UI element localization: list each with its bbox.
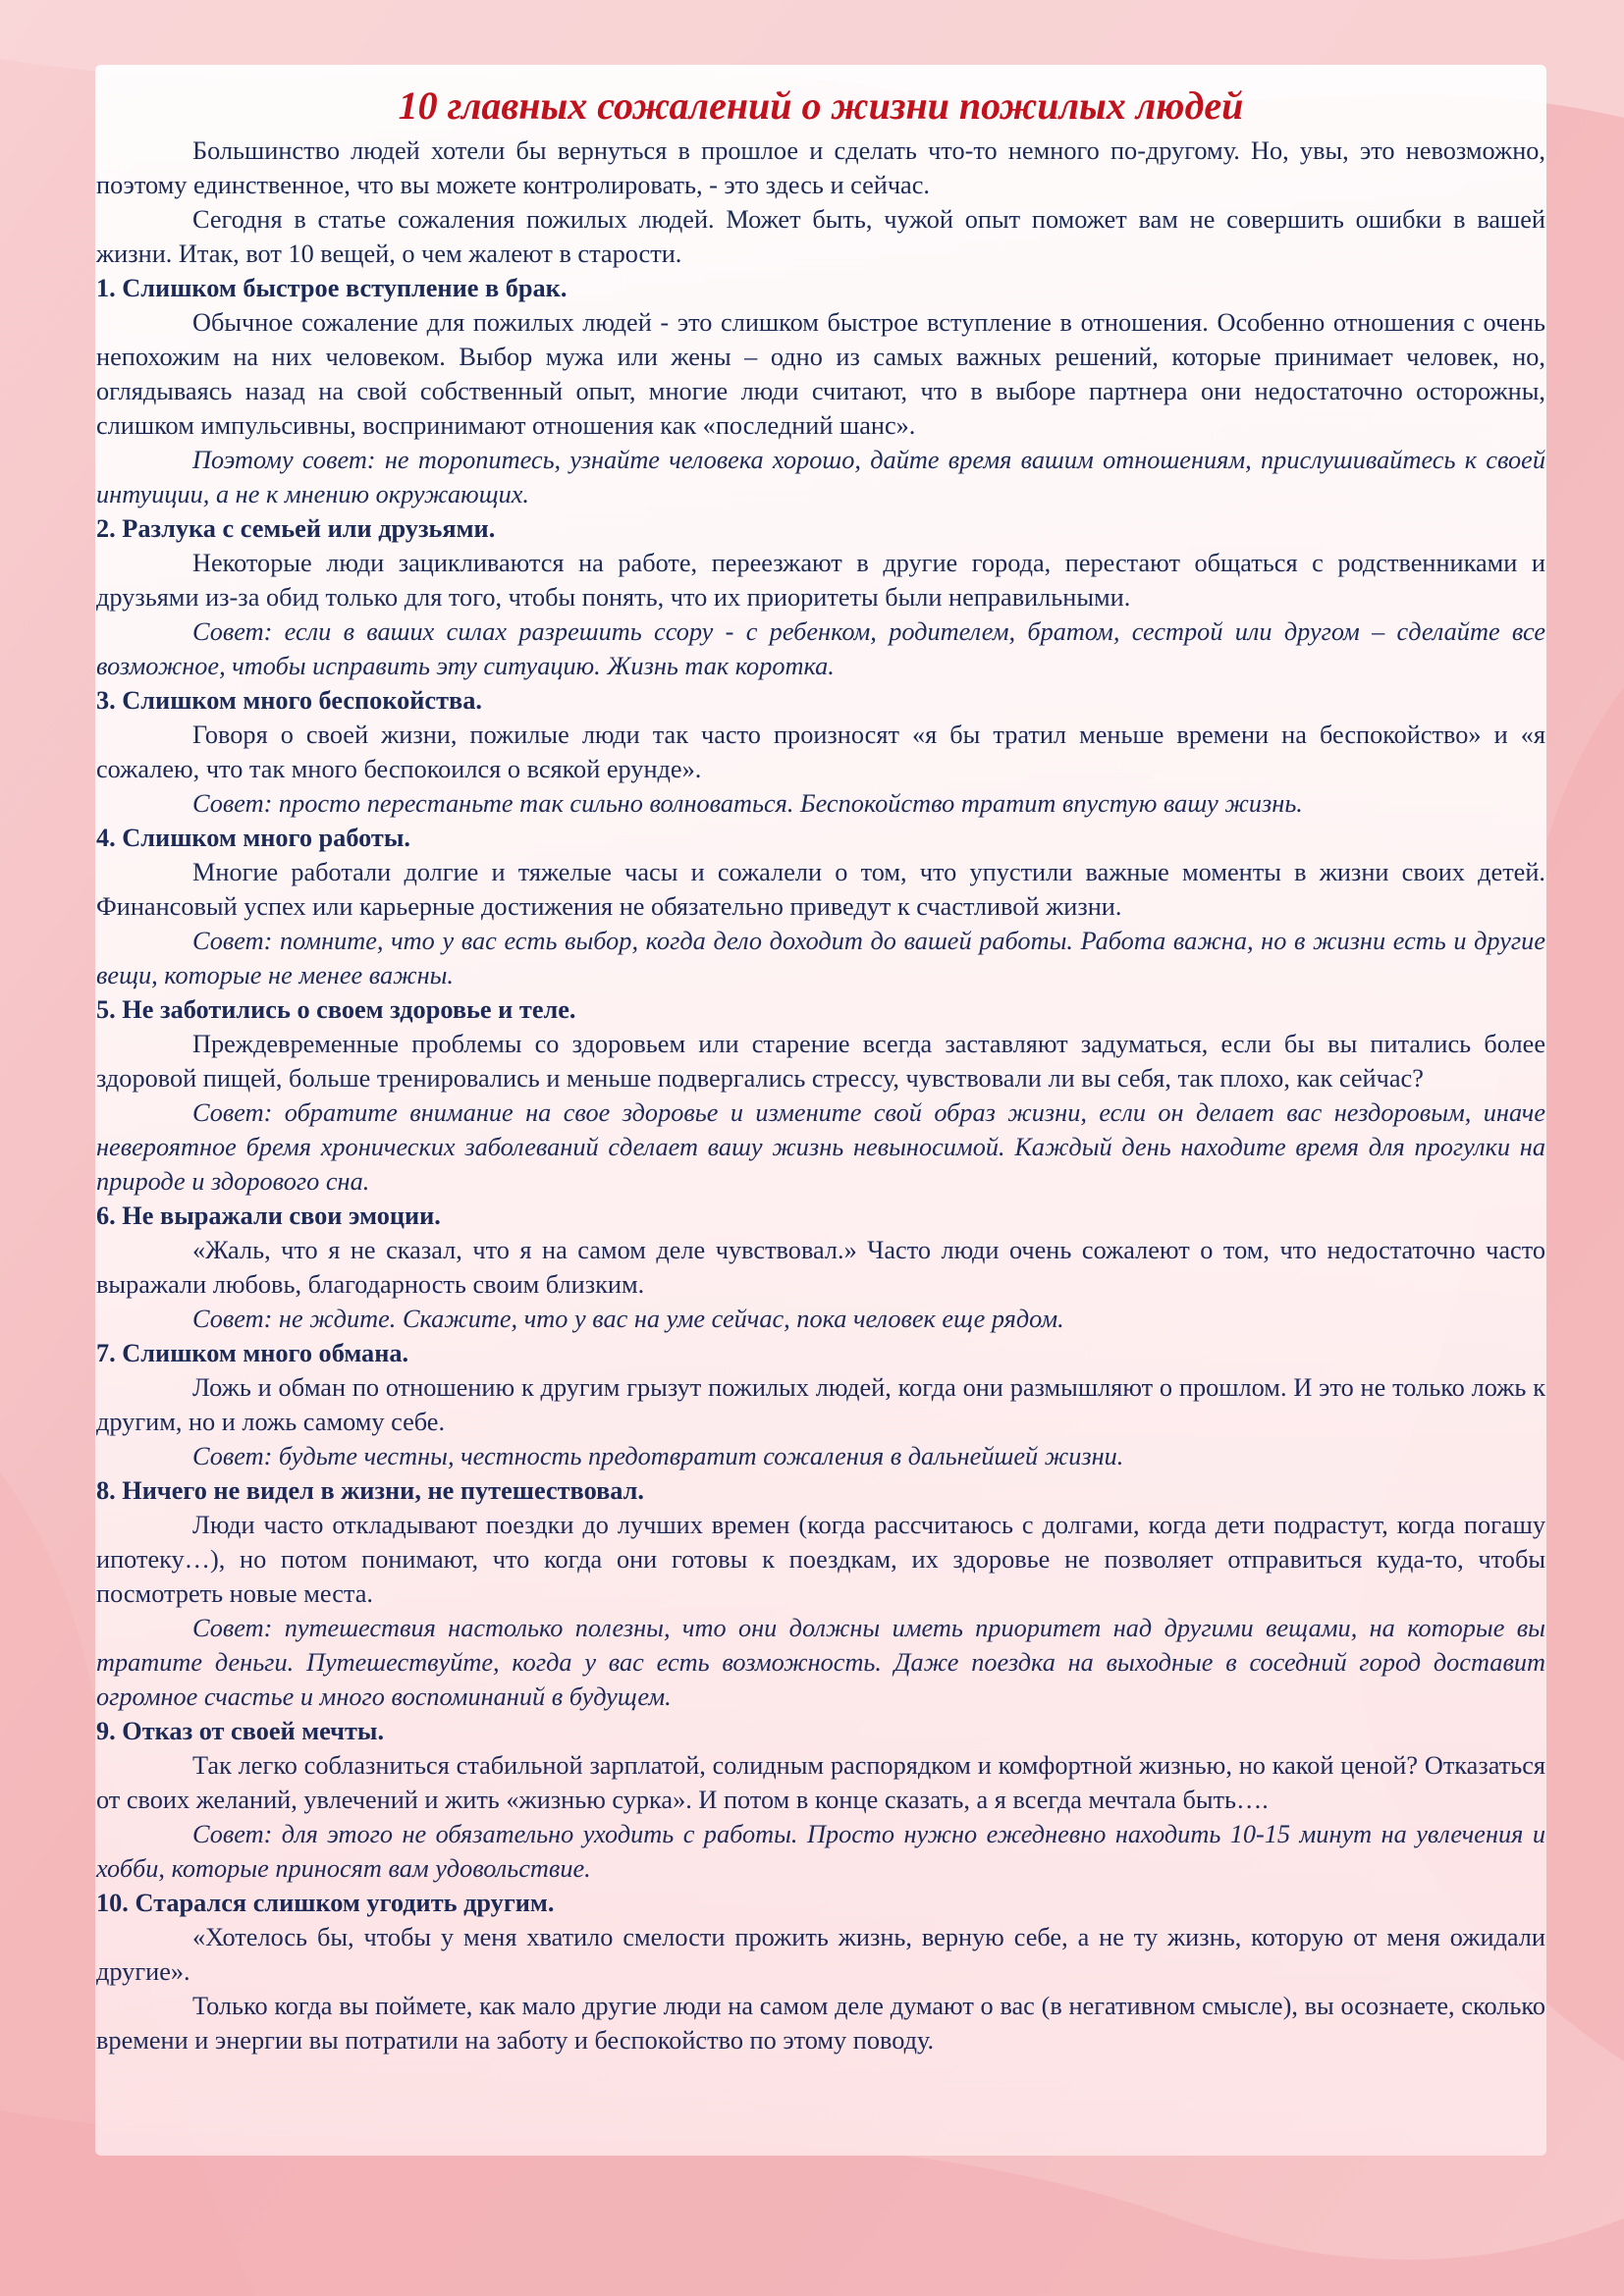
section-paragraph: Преждевременные проблемы со здоровьем или старение всегда заставляют задуматься, если бы вы питались более здоровой пищей, больше тренировались и меньше подвергались стрессу, чувствовали ли вы себя, так плохо, как сейчас?	[96, 1030, 1545, 1093]
intro-paragraph-2: Сегодня в статье сожаления пожилых людей. Может быть, чужой опыт поможет вам не совершить ошибки в вашей жизни. Итак, вот 10 вещей, о чем жалеют в старости.	[96, 205, 1545, 268]
section-advice: Совет: не ждите. Скажите, что у вас на уме сейчас, пока человек еще рядом.	[192, 1305, 1064, 1333]
section-paragraph: Ложь и обман по отношению к другим грызут пожилых людей, когда они размышляют о прошлом. И это не только ложь к другим, но и ложь самому себе.	[96, 1373, 1545, 1436]
section-heading: 1. Слишком быстрое вступление в брак.	[96, 274, 568, 302]
section-heading: 2. Разлука с семьей или друзьями.	[96, 514, 496, 543]
section-advice: Совет: просто перестаньте так сильно волноваться. Беспокойство тратит впустую вашу жизнь.	[192, 789, 1303, 818]
section-paragraph: Некоторые люди зацикливаются на работе, переезжают в другие города, перестают общаться с родственниками и друзьями из-за обид только для того, чтобы понять, что их приоритеты были неправильными.	[96, 549, 1545, 612]
section-paragraph: Многие работали долгие и тяжелые часы и сожалели о том, что упустили важные моменты в жизни своих детей. Финансовый успех или карьерные достижения не обязательно приведут к счастливой жизни.	[96, 858, 1545, 921]
section-paragraph: «Жаль, что я не сказал, что я на самом деле чувствовал.» Часто люди очень сожалеют о том, что недостаточно часто выражали любовь, благодарность своим близким.	[96, 1236, 1545, 1299]
section-heading: 8. Ничего не видел в жизни, не путешествовал.	[96, 1476, 644, 1505]
section-4	[96, 821, 1545, 992]
section-advice: Совет: будьте честны, честность предотвратит сожаления в дальнейшей жизни.	[192, 1442, 1124, 1470]
article	[96, 79, 1545, 2057]
section-8	[96, 1473, 1545, 1714]
section-heading: 6. Не выражали свои эмоции.	[96, 1201, 441, 1230]
section-paragraph: Так легко соблазниться стабильной зарплатой, солидным распорядком и комфортной жизнью, но какой ценой? Отказаться от своих желаний, увлечений и жить «жизнью сурка». И потом в конце сказать, а я всегда мечтала быть….	[96, 1751, 1545, 1814]
section-7	[96, 1336, 1545, 1473]
section-paragraph: Обычное сожаление для пожилых людей - это слишком быстрое вступление в отношения. Особенно отношения с очень непохожим на них человеком. Выбор мужа или жены – одно из самых важных решений, которые принимает человек, но, оглядываясь назад на свой собственный опыт, многие люди считают, что в выборе партнера они недостаточно осторожны, слишком импульсивны, воспринимают отношения как «последний шанс».	[96, 308, 1545, 440]
section-paragraph: Только когда вы поймете, как мало другие люди на самом деле думают о вас (в негативном смысле), вы осознаете, сколько времени и энергии вы потратили на заботу и беспокойство по этому поводу.	[96, 1992, 1545, 2055]
section-6	[96, 1199, 1545, 1336]
section-2	[96, 511, 1545, 683]
section-advice: Совет: обратите внимание на свое здоровье и измените свой образ жизни, если он делает вас нездоровым, иначе невероятное бремя хронических заболеваний сделает вашу жизнь невыносимой. Каждый день находите время для прогулки на природе и здорового сна.	[96, 1098, 1545, 1196]
section-paragraph: «Хотелось бы, чтобы у меня хватило смелости прожить жизнь, верную себе, а не ту жизнь, которую от меня ожидали другие».	[96, 1923, 1545, 1986]
section-paragraph: Люди часто откладывают поездки до лучших времен (когда рассчитаюсь с долгами, когда дети подрастут, когда погашу ипотеку…), но потом понимают, что когда они готовы к поездкам, их здоровье не позволяет отправиться куда-то, чтобы посмотреть новые места.	[96, 1511, 1545, 1608]
section-9	[96, 1714, 1545, 1886]
section-heading: 4. Слишком много работы.	[96, 824, 410, 852]
section-paragraph: Говоря о своей жизни, пожилые люди так часто произносят «я бы тратил меньше времени на беспокойство» и «я сожалею, что так много беспокоился о всякой ерунде».	[96, 721, 1545, 783]
section-heading: 3. Слишком много беспокойства.	[96, 686, 482, 715]
page-title: 10 главных сожалений о жизни пожилых людей	[398, 83, 1244, 128]
section-advice: Совет: для этого не обязательно уходить с работы. Просто нужно ежедневно находить 10-15 минут на увлечения и хобби, которые приносят вам удовольствие.	[96, 1820, 1545, 1883]
section-5	[96, 992, 1545, 1199]
intro-paragraph-1: Большинство людей хотели бы вернуться в прошлое и сделать что-то немного по-другому. Но, увы, это невозможно, поэтому единственное, что вы можете контролировать, - это здесь и сейчас.	[96, 136, 1545, 199]
section-heading: 7. Слишком много обмана.	[96, 1339, 409, 1367]
section-heading: 5. Не заботились о своем здоровье и теле.	[96, 995, 576, 1024]
section-10	[96, 1886, 1545, 2057]
section-advice: Совет: помните, что у вас есть выбор, когда дело доходит до вашей работы. Работа важна, но в жизни есть и другие вещи, которые не менее важны.	[96, 927, 1545, 989]
section-advice: Совет: если в ваших силах разрешить ссору - с ребенком, родителем, братом, сестрой или другом – сделайте все возможное, чтобы исправить эту ситуацию. Жизнь так коротка.	[96, 617, 1545, 680]
section-heading: 10. Старался слишком угодить другим.	[96, 1889, 555, 1917]
section-heading: 9. Отказ от своей мечты.	[96, 1717, 385, 1745]
section-advice: Совет: путешествия настолько полезны, что они должны иметь приоритет над другими вещами, на которые вы тратите деньги. Путешествуйте, когда у вас есть возможность. Даже поездка на выходные в соседний город доставит огромное счастье и много воспоминаний в будущем.	[96, 1614, 1545, 1711]
section-advice: Поэтому совет: не торопитесь, узнайте человека хорошо, дайте время вашим отношениям, прислушивайтесь к своей интуиции, а не к мнению окружающих.	[96, 446, 1545, 508]
section-3	[96, 683, 1545, 821]
section-1	[96, 271, 1545, 511]
